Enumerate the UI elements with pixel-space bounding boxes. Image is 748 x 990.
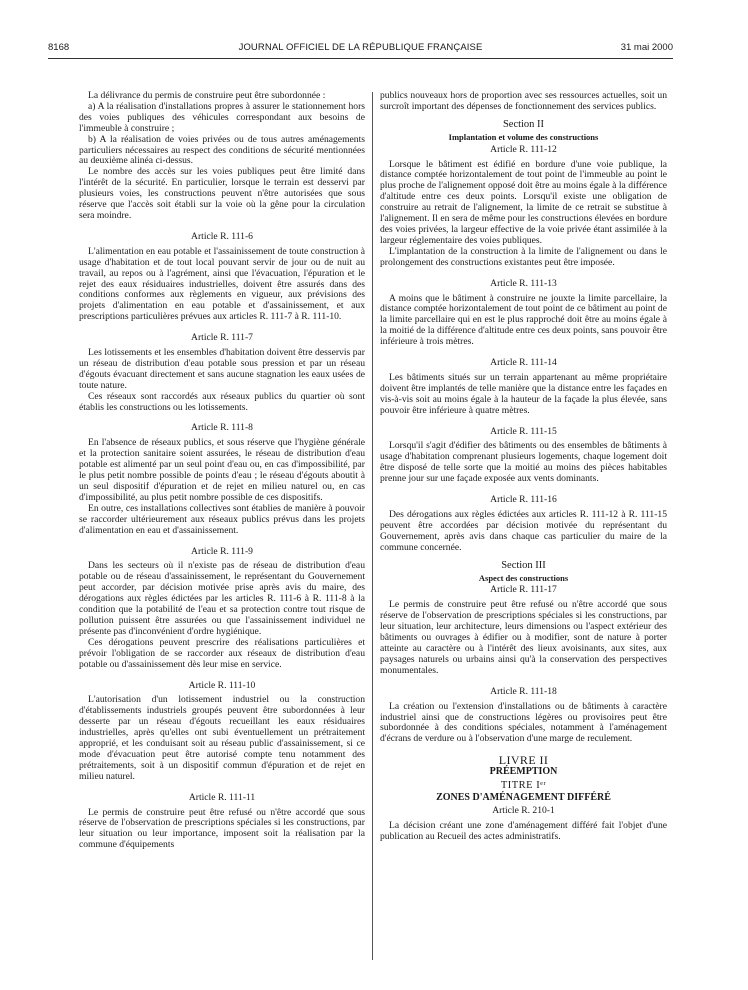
paragraph: Dans les secteurs où il n'existe pas de réseau de distribution d'eau potable ou de réseau d'assainissement, le représentant du Gouvernement peut accorder, par décision motivée prise après avis du maire, des dérogations aux règles édictées par les articles R. 111-6 à R. 111-8 à la condition que la potabilité de l'eau et sa protection contre tout risque de pollution puissent être assurées ou que l'assainissement individuel ne présente pas d'inconvénient d'ordre hygiénique.	[79, 560, 365, 637]
paragraph: a) A la réalisation d'installations propres à assurer le stationnement hors des voies publiques des véhicules correspondant aux besoins de l'immeuble à construire ;	[79, 100, 365, 134]
paragraph: La décision créant une zone d'aménagement différé fait l'objet d'une publication au Recueil des actes administratifs.	[380, 819, 667, 842]
page-number: 8168	[48, 42, 70, 53]
paragraph: La création ou l'extension d'installations ou de bâtiments à caractère industriel ainsi que de constructions légères ou provisoires peut être subordonnée à des conditions spéciales, notamment à l'aménagement d'écrans de verdure ou à l'observation d'une marge de reculement.	[380, 700, 667, 745]
paragraph: b) A la réalisation de voies privées ou de tous autres aménagements particuliers nécessaires au respect des conditions de sécurité mentionnées au deuxième alinéa ci-dessus.	[79, 133, 365, 167]
article-heading: Article R. 111-7	[191, 332, 253, 344]
header-rule	[48, 58, 673, 59]
paragraph: En l'absence de réseaux publics, et sous réserve que l'hygiène générale et la protection sanitaire soient assurées, le réseau de distribution d'eau potable est alimenté par un seul point d'eau ou, en cas d'impossibilité, par le plus petit nombre possible de points d'eau ; le réseau d'égouts aboutit à un seul dispositif d'épuration et de rejet en milieu naturel ou, en cas d'impossibilité, au plus petit nombre possible de ces dispositifs.	[79, 437, 365, 503]
title-heading: TITRE Iᵉʳ	[500, 780, 547, 792]
article-heading: Article R. 111-6	[191, 230, 253, 242]
article-heading: Article R. 210-1	[492, 804, 555, 816]
article-heading: Article R. 111-12	[490, 143, 557, 155]
page-header	[48, 42, 673, 56]
paragraph: Les bâtiments situés sur un terrain appartenant au même propriétaire doivent être implantés de telle manière que la distance entre les façades en vis-à-vis soit au moins égale à la hauteur de la façade la plus élevée, sans pouvoir être inférieure à quatre mètres.	[380, 371, 667, 416]
column-divider	[372, 92, 373, 960]
paragraph: Lorsqu'il s'agit d'édifier des bâtiments ou des ensembles de bâtiments à usage d'habitation comprenant plusieurs logements, chaque logement doit être disposé de telle sorte que la moitié au moins des pièces habitables prenne jour sur une façade exposée aux vents dominants.	[380, 440, 667, 485]
left-column	[79, 91, 365, 851]
paragraph: Les lotissements et les ensembles d'habitation doivent être desservis par un réseau de distribution d'eau potable sous pression et par un réseau d'égouts évacuant directement et sans aucune stagnation les eaux usées de toute nature.	[79, 347, 365, 391]
paragraph: La délivrance du permis de construire peut être subordonnée :	[88, 90, 326, 101]
paragraph: Ces réseaux sont raccordés aux réseaux publics du quartier où sont établis les constructions ou les lotissements.	[79, 390, 365, 413]
book-heading: LIVRE II	[498, 753, 549, 768]
section-heading: Section III	[501, 559, 546, 571]
paragraph: L'autorisation d'un lotissement industriel ou la construction d'établissements industriels groupés peuvent être subordonnées à leur desserte par un réseau d'égouts recueillant les eaux résiduaires industrielles, après qu'elles ont subi éventuellement un prétraitement approprié, et les conduisant soit au réseau public d'assainissement, si ce mode d'évacuation peut être autorisé compte tenu notamment des prétraitements, soit à un dispositif commun d'épuration et de rejet en milieu naturel.	[79, 694, 365, 782]
paragraph: publics nouveaux hors de proportion avec ses ressources actuelles, soit un surcroît important des dépenses de fonctionnement des services publics.	[380, 90, 667, 112]
paragraph: Ces dérogations peuvent prescrire des réalisations particulières et prévoir l'obligation de se raccorder aux réseaux de distribution d'eau potable ou d'assainissement dès leur mise en service.	[79, 636, 365, 670]
book-subtitle: PRÉEMPTION	[489, 766, 558, 778]
paragraph: Lorsque le bâtiment est édifié en bordure d'une voie publique, la distance comptée horizontalement de tout point de l'immeuble au point le plus proche de l'alignement opposé doit être au moins égale à la différence d'altitude entre ces deux points. Lorsqu'il existe une obligation de construire au retrait de l'alignement, la limite de ce retrait se substitue à l'alignement. Il en sera de même pour les constructions élevées en bordure des voies privées, la largeur effective de la voie privée étant assimilée à la largeur réglementaire des voies publiques.	[380, 158, 667, 246]
article-heading: Article R. 111-15	[490, 425, 557, 437]
paragraph: Le permis de construire peut être refusé ou n'être accordé que sous réserve de l'observation de prescriptions spéciales si les constructions, par leur situation, leur architecture, leurs dimensions ou l'aspect extérieur des bâtiments ou ouvrages à édifier ou à modifier, sont de nature à porter atteinte au caractère ou à l'intérêt des lieux avoisinants, aux sites, aux paysages naturels ou urbains ainsi qu'à la conservation des perspectives monumentales.	[380, 599, 667, 676]
article-heading: Article R. 111-17	[490, 584, 557, 596]
paragraph: L'implantation de la construction à la limite de l'alignement ou dans le prolongement des constructions existantes peut être imposée.	[380, 245, 667, 268]
article-heading: Article R. 111-11	[188, 791, 256, 803]
article-heading: Article R. 111-10	[188, 679, 256, 691]
article-heading: Article R. 111-13	[490, 277, 557, 289]
paragraph: En outre, ces installations collectives sont établies de manière à pouvoir se raccorder ultérieurement aux réseaux publics prévus dans les projets d'alimentation en eau et d'assainissement.	[79, 502, 365, 536]
paragraph: Des dérogations aux règles édictées aux articles R. 111-12 à R. 111-15 peuvent être accordées par décision motivée du représentant du Gouvernement, après avis dans chaque cas particulier du maire de la commune concernée.	[380, 509, 667, 553]
article-heading: Article R. 111-18	[490, 685, 557, 697]
paragraph: Le permis de construire peut être refusé ou n'être accordé que sous réserve de l'observation de prescriptions spéciales si les constructions, par leur situation ou leur importance, imposent soit la réalisation par la commune d'équipements	[79, 806, 365, 851]
article-heading: Article R. 111-14	[490, 357, 557, 369]
paragraph: L'alimentation en eau potable et l'assainissement de toute construction à usage d'habitation et de tout local pouvant servir de jour ou de nuit au travail, au repos ou à l'agrément, ainsi que l'évacuation, l'épuration et le rejet des eaux résiduaires industrielles, doivent être assurés dans des conditions conformes aux règlements en vigueur, aux prévisions des projets d'alimentation en eau potable et d'assainissement, et aux prescriptions particulières prévues aux articles R. 111-7 à R. 111-10.	[79, 245, 365, 323]
article-heading: Article R. 111-9	[191, 545, 253, 557]
paragraph: Le nombre des accès sur les voies publiques peut être limité dans l'intérêt de la sécurité. En particulier, lorsque le terrain est desservi par plusieurs voies, les constructions peuvent n'être autorisées que sous réserve que l'accès soit établi sur la voie où la gêne pour la circulation sera moindre.	[79, 166, 365, 221]
article-heading: Article R. 111-16	[490, 494, 557, 506]
article-heading: Article R. 111-8	[191, 422, 253, 434]
title-subtitle: ZONES D'AMÉNAGEMENT DIFFÉRÉ	[436, 791, 611, 803]
paragraph: A moins que le bâtiment à construire ne jouxte la limite parcellaire, la distance comptée horizontalement de tout point de ce bâtiment au point de la limite parcellaire qui en est le plus rapproché doit être au moins égale à la moitié de la différence d'altitude entre ces deux points, sans pouvoir être inférieure à trois mètres.	[380, 292, 667, 348]
section-heading: Section II	[502, 118, 545, 130]
section-subtitle: Implantation et volume des constructions	[448, 131, 599, 142]
publication-date: 31 mai 2000	[620, 42, 673, 53]
right-column	[380, 91, 667, 843]
journal-title: JOURNAL OFFICIEL DE LA RÉPUBLIQUE FRANÇAISE	[238, 42, 483, 53]
section-subtitle: Aspect des constructions	[478, 572, 569, 583]
